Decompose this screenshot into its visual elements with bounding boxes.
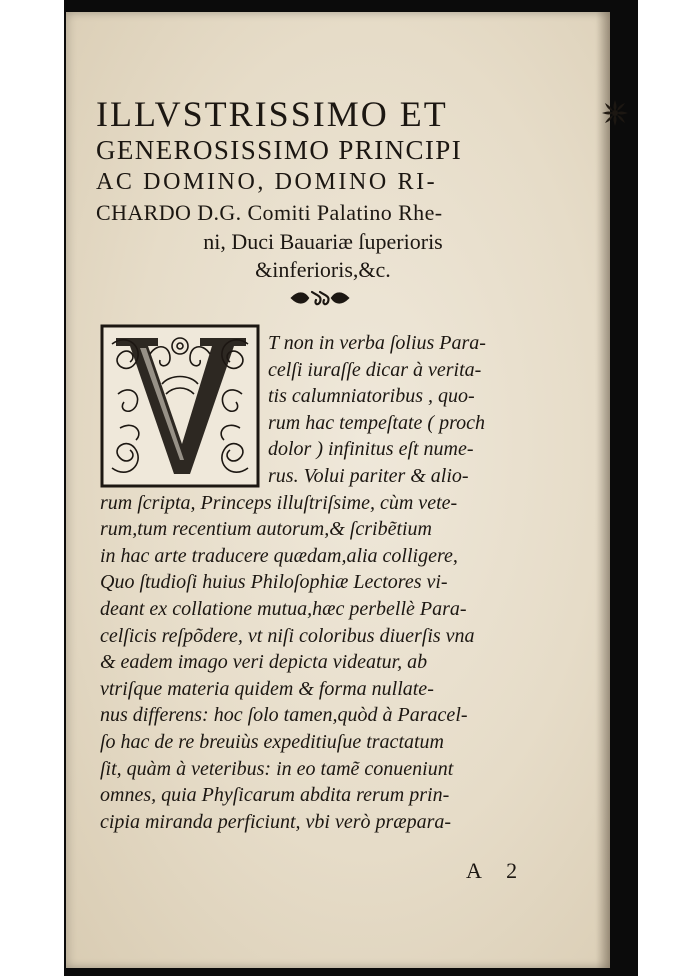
text-line: vtriſque materia quidem & forma nullate- [100,677,434,700]
text-line: ſo hac de re breuiùs expeditiuſue tractatum [100,730,444,753]
text-line: omnes, quia Phyſicarum abdita rerum prin- [100,784,450,807]
signature-mark: A 2 [466,858,528,883]
text-line: in hac arte traducere quædam,alia colligere, [100,544,458,567]
heading-line-2: GENEROSISSIMO PRINCIPI [96,135,463,165]
heading-line-4: CHARDO D.G. Comiti Palatino Rhe- [96,200,443,225]
dedication-heading [96,94,596,284]
text-line: T non in verba ſolius Para- [268,332,486,354]
text-line: deant ex collatione mutua,hæc perbellè Para- [100,597,467,620]
text-line: dolor ) infinitus eſt nume- [268,438,474,461]
text-line: & eadem imago veri depicta videatur, ab [100,651,428,674]
text-line: ſit, quàm à veteribus: in eo tamẽ conueniunt [100,757,454,780]
text-line: rum hac tempeſtate ( proch [268,411,485,434]
text-line: rum,tum recentium autorum,& ſcribẽtium [100,518,433,541]
heading-line-3: AC DOMINO, DOMINO RI- [96,169,438,195]
text-line: celſi iuraſſe dicar à verita- [268,358,482,381]
book-page [66,12,610,968]
text-line: Quo ſtudioſi huius Philoſophiæ Lectores vi- [100,571,448,594]
ornament-divider-icon [288,288,352,308]
heading-line-5: ni, Duci Bauariæ ſuperioris [203,229,443,254]
text-line: cipia miranda perficiunt, vbi verò præpara- [100,810,452,833]
fleuron-icon [600,98,630,128]
body-text [100,330,578,835]
text-line: rum ſcripta, Princeps illuſtriſsime, cùm vete- [100,491,458,514]
heading-line-6: &inferioris,&c. [255,257,391,282]
text-line: celſicis reſpõdere, vt niſi coloribus diuerſis vna [100,624,475,647]
text-line: tis calumniatoribus , quo- [268,385,475,408]
text-line: rus. Volui pariter & alio- [268,464,469,487]
heading-line-1: ILLVSTRISSIMO ET [96,94,448,134]
text-line: nus differens: hoc ſolo tamen,quòd à Paracel- [100,704,468,727]
